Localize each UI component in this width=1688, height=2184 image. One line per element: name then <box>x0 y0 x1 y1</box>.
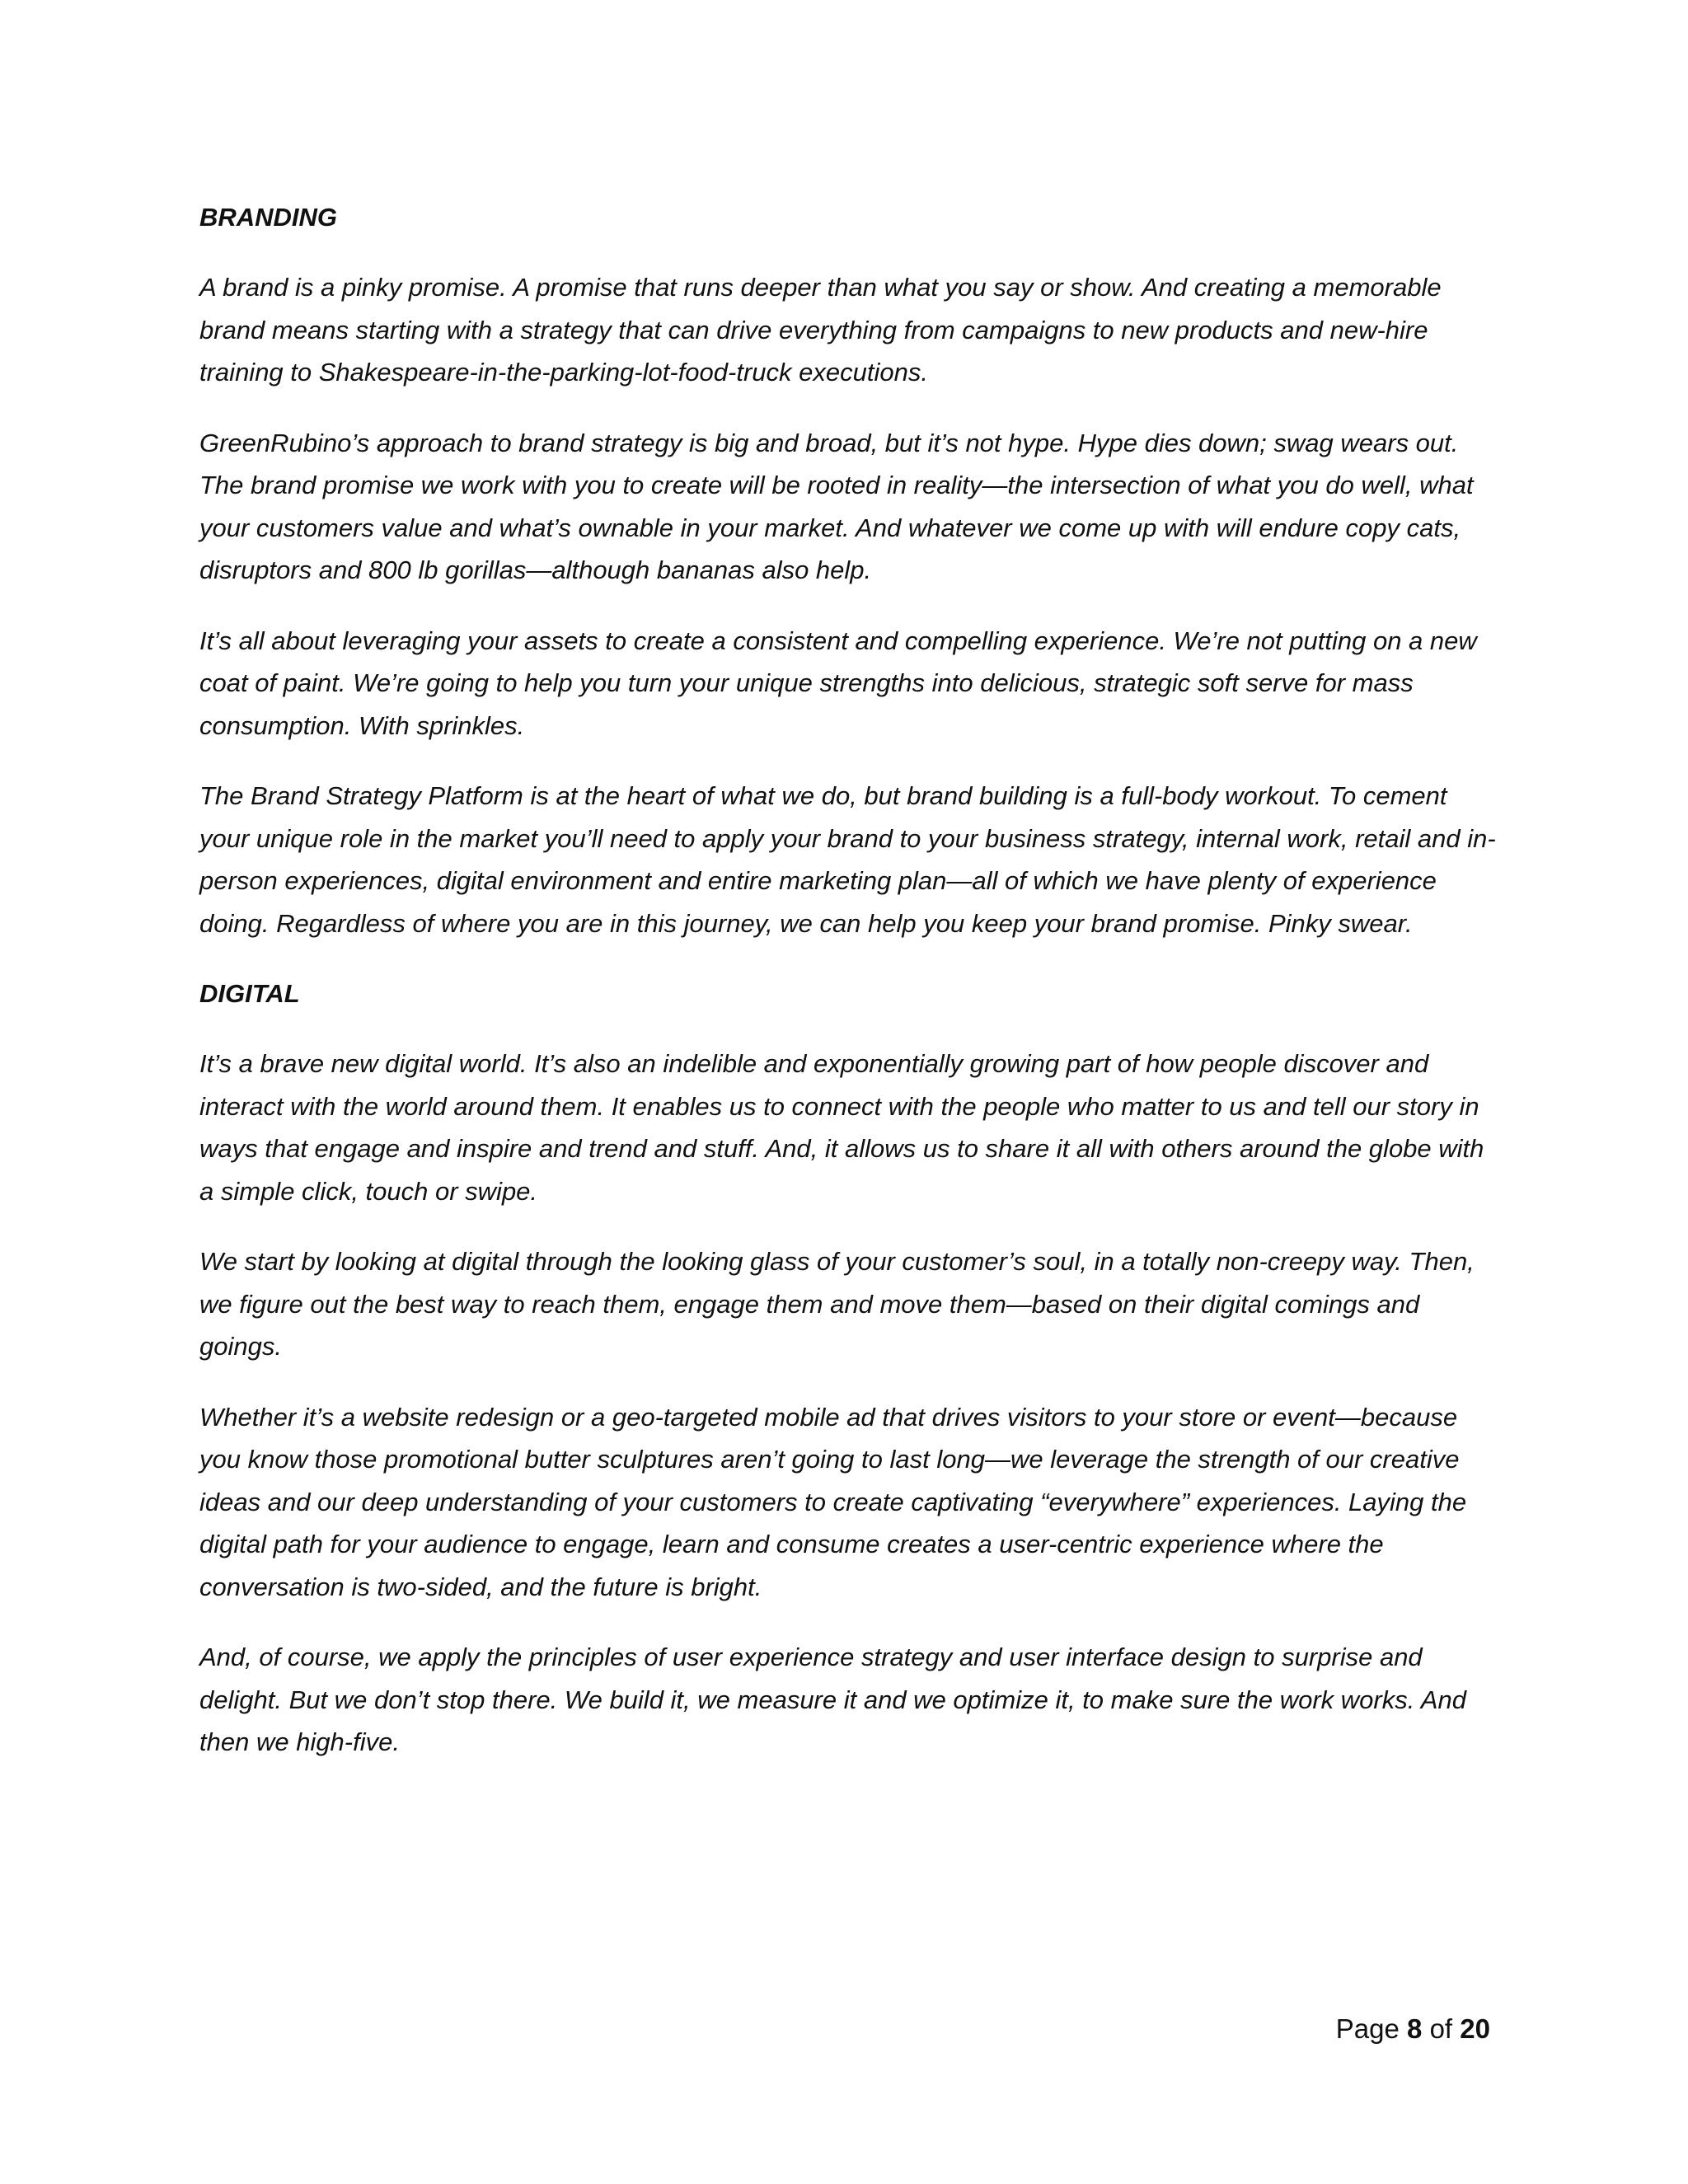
branding-paragraph-4: The Brand Strategy Platform is at the heart of what we do, but brand building is a full-body workout. To cement your unique role in the market you’ll need to apply your brand to your business strategy, internal work, retail and in-person experiences, digital environment and entire marketing plan—all of which we have plenty of experience doing. Regardless of where you are in this journey, we can help you keep your brand promise. Pinky swear. <box>199 781 1496 938</box>
branding-heading: BRANDING <box>199 203 338 232</box>
of-label: of <box>1429 2013 1453 2044</box>
digital-paragraph-3: Whether it’s a website redesign or a geo-targeted mobile ad that drives visitors to your store or event—because you know those promotional butter sculptures aren’t going to last long—we leverage the strength of our creative ideas and our deep understanding of your customers to create captivating “everywhere” experiences. Laying the digital path for your audience to engage, learn and consume creates a user-centric experience where the conversation is two-sided, and the future is bright. <box>199 1402 1467 1601</box>
branding-paragraph-1: A brand is a pinky promise. A promise that runs deeper than what you say or show. And creating a memorable brand means starting with a strategy that can drive everything from campaigns to new products and new-hire training to Shakespeare-in-the-parking-lot-food-truck executions. <box>199 273 1442 387</box>
digital-paragraph-1: It’s a brave new digital world. It’s also an indelible and exponentially growing part of how people discover and interact with the world around them. It enables us to connect with the people who matter to us and tell our story in ways that engage and inspire and trend and stuff. And, it allows us to share it all with others around the globe with a simple click, touch or swipe. <box>199 1049 1484 1206</box>
page-content <box>199 196 1502 1792</box>
branding-paragraph-2: GreenRubino’s approach to brand strategy is big and broad, but it’s not hype. Hype dies down; swag wears out. The brand promise we work with you to create will be rooted in reality—the intersection of what you do well, what your customers value and what’s ownable in your market. And whatever we come up with will endure copy cats, disruptors and 800 lb gorillas—although bananas also help. <box>199 428 1474 584</box>
digital-paragraph-4: And, of course, we apply the principles of user experience strategy and user interface design to surprise and delight. But we don’t stop there. We build it, we measure it and we optimize it, to make sure the work works. And then we high-five. <box>199 1643 1466 1756</box>
page-number-footer <box>1336 2011 1490 2047</box>
current-page-number: 8 <box>1407 2013 1423 2044</box>
digital-heading: DIGITAL <box>199 979 300 1008</box>
branding-paragraph-3: It’s all about leveraging your assets to create a consistent and compelling experience. We’re not putting on a new coat of paint. We’re going to help you turn your unique strengths into delicious, strategic soft serve for mass consumption. With sprinkles. <box>199 626 1477 740</box>
page-label: Page <box>1335 2013 1400 2044</box>
digital-paragraph-2: We start by looking at digital through the looking glass of your customer’s soul, in a totally non-creepy way. Then, we figure out the best way to reach them, engage them and move them—based on their digital comings and goings. <box>199 1247 1475 1361</box>
total-pages-number: 20 <box>1460 2013 1490 2044</box>
